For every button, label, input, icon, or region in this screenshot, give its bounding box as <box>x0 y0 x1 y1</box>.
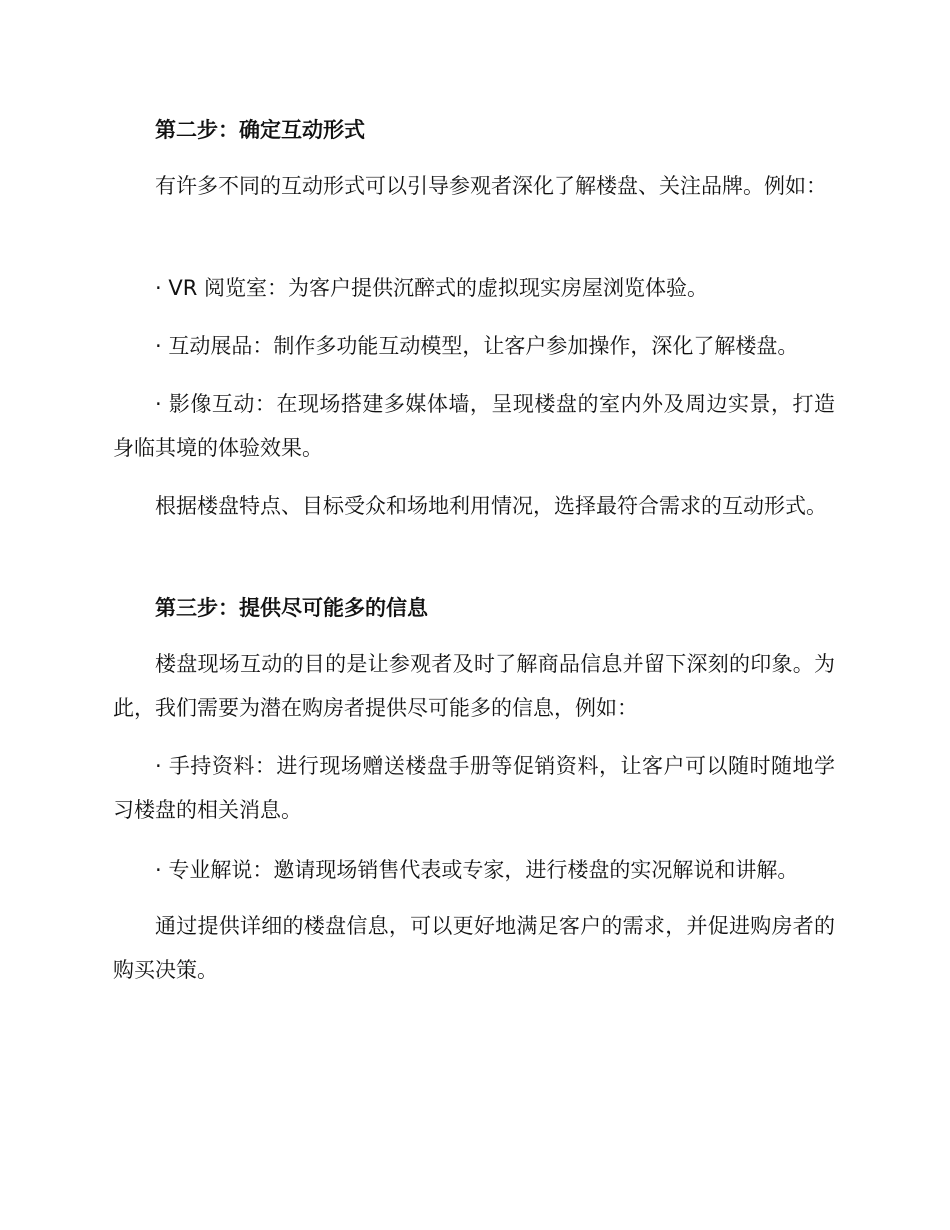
step2-bullet-vr: · VR 阅览室：为客户提供沉醉式的虚拟现实房屋浏览体验。 <box>155 276 708 300</box>
step2-bullet-video: · 影像互动：在现场搭建多媒体墙，呈现楼盘的室内外及周边实景，打造身临其境的体验效果。 <box>113 392 835 460</box>
step3-bullet-commentary: · 专业解说：邀请现场销售代表或专家，进行楼盘的实况解说和讲解。 <box>155 858 799 882</box>
step3-conclusion-paragraph: 通过提供详细的楼盘信息，可以更好地满足客户的需求，并促进购房者的购买决策。 <box>113 914 835 982</box>
step2-conclusion-paragraph: 根据楼盘特点、目标受众和场地利用情况，选择最符合需求的互动形式。 <box>155 494 827 518</box>
step3-heading: 第三步：提供尽可能多的信息 <box>155 596 428 620</box>
step2-bullet-exhibits: · 互动展品：制作多功能互动模型，让客户参加操作，深化了解楼盘。 <box>155 334 799 358</box>
step2-intro-paragraph: 有许多不同的互动形式可以引导参观者深化了解楼盘、关注品牌。例如： <box>155 174 827 198</box>
step3-intro-paragraph: 楼盘现场互动的目的是让参观者及时了解商品信息并留下深刻的印象。为此，我们需要为潜在购房者提供尽可能多的信息，例如： <box>113 652 835 720</box>
step2-heading: 第二步：确定互动形式 <box>155 118 365 142</box>
step3-bullet-materials: · 手持资料：进行现场赠送楼盘手册等促销资料，让客户可以随时随地学习楼盘的相关消息。 <box>113 754 835 822</box>
